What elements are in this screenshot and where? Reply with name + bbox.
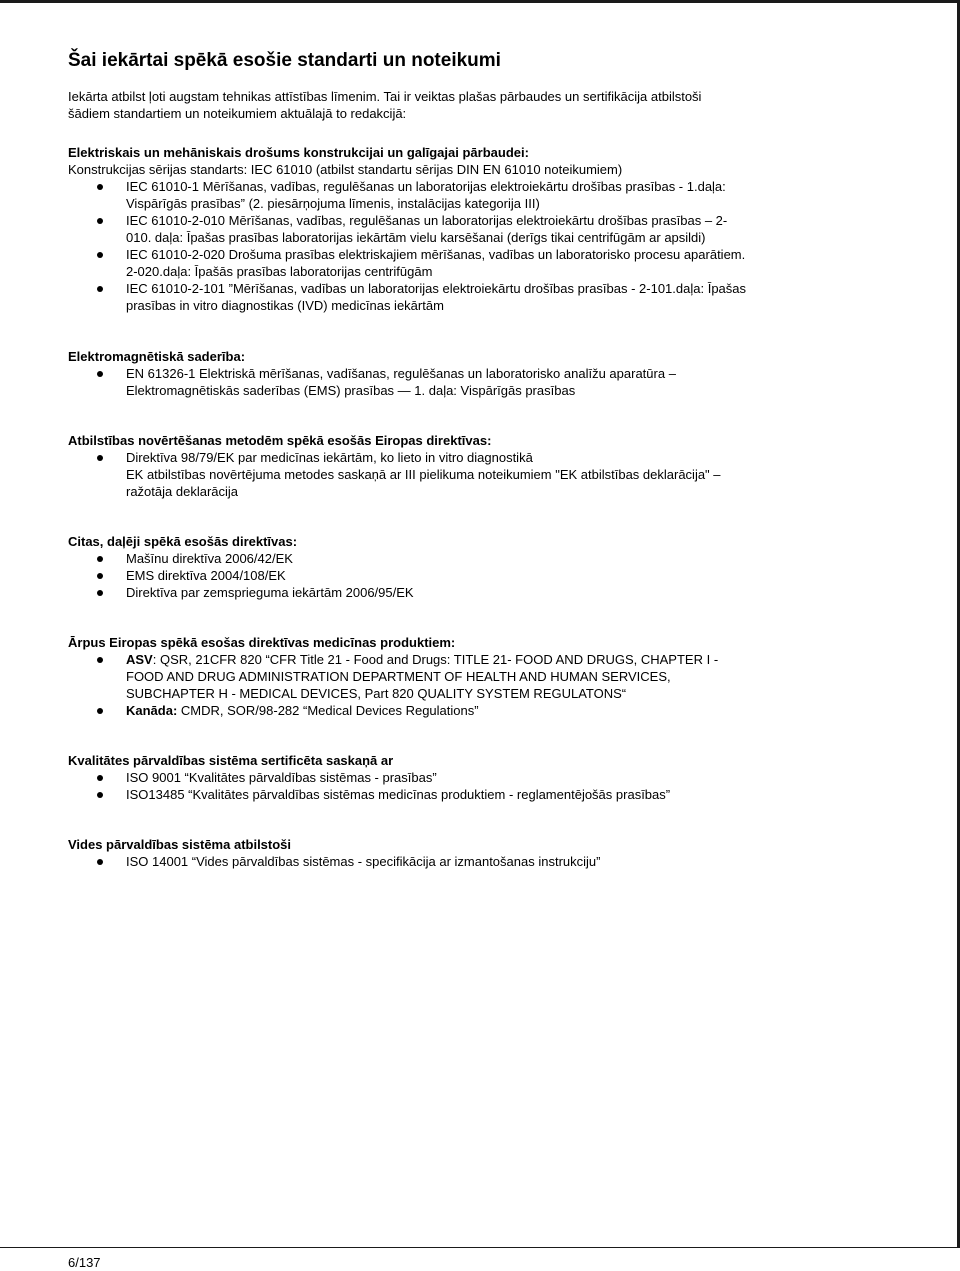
bullet-icon	[97, 218, 103, 224]
list-item	[68, 853, 838, 870]
conformity-note	[68, 466, 838, 500]
list-item	[68, 280, 838, 314]
list-line: 2-020.daļa: Īpašās prasības laboratorijas centrifūgām	[126, 264, 433, 279]
bullet-icon	[97, 708, 103, 714]
section-title: Elektriskais un mehāniskais drošums konstrukcijai un galīgajai pārbaudei:	[68, 145, 529, 160]
list-item	[68, 567, 838, 584]
list-item	[68, 769, 838, 786]
page-title: Šai iekārtai spēkā esošie standarti un noteikumi	[68, 50, 501, 71]
section-subtitle: Konstrukcijas sērijas standarts: IEC 61010 (atbilst standartu sērijas DIN EN 61010 noteikumiem)	[68, 162, 623, 177]
bullet-icon	[97, 657, 103, 663]
list-item	[68, 178, 838, 212]
section-conformity	[68, 432, 838, 500]
bullet-icon	[97, 455, 103, 461]
document-page	[68, 48, 838, 870]
section-title: Atbilstības novērtēšanas metodēm spēkā esošās Eiropas direktīvas:	[68, 433, 492, 448]
list-line: Mašīnu direktīva 2006/42/EK	[126, 551, 293, 566]
list-item	[68, 449, 838, 466]
safety-list	[68, 178, 838, 314]
list-line: CMDR, SOR/98-282 “Medical Devices Regulations”	[177, 703, 479, 718]
page-number: 6/137	[68, 1255, 101, 1270]
list-line: Direktīva 98/79/EK par medicīnas iekārtām, ko lieto in vitro diagnostikā	[126, 450, 533, 465]
bullet-icon	[97, 556, 103, 562]
list-line: : QSR, 21CFR 820 “CFR Title 21 - Food and Drugs: TITLE 21- FOOD AND DRUGS, CHAPTER I -	[152, 652, 719, 667]
bullet-icon	[97, 792, 103, 798]
intro-paragraph	[68, 88, 838, 122]
list-line: prasības in vitro diagnostikas (IVD) medicīnas iekārtām	[126, 298, 444, 313]
page-border-bottom	[0, 1247, 960, 1248]
list-line: Direktīva par zemsprieguma iekārtām 2006/95/EK	[126, 585, 414, 600]
list-item	[68, 246, 838, 280]
intro-line: šādiem standartiem un noteikumiem aktuālajā to redakcijā:	[68, 106, 407, 121]
bullet-icon	[97, 590, 103, 596]
page-border-top	[0, 0, 960, 3]
list-item	[68, 550, 838, 567]
list-line: ISO13485 “Kvalitātes pārvaldības sistēmas medicīnas produktiem - reglamentējošās prasības”	[126, 787, 671, 802]
list-line: EN 61326-1 Elektriskā mērīšanas, vadīšanas, regulēšanas un laboratorisko analīžu aparatūra –	[126, 366, 676, 381]
bullet-icon	[97, 184, 103, 190]
list-line: ISO 9001 “Kvalitātes pārvaldības sistēmas - prasības”	[126, 770, 437, 785]
country-label: ASV	[126, 652, 153, 667]
list-line: EMS direktīva 2004/108/EK	[126, 568, 286, 583]
list-line: FOOD AND DRUG ADMINISTRATION DEPARTMENT OF HEALTH AND HUMAN SERVICES,	[126, 669, 671, 684]
outside-list	[68, 651, 838, 719]
section-emc	[68, 348, 838, 399]
list-item	[68, 212, 838, 246]
list-line: ISO 14001 “Vides pārvaldības sistēmas - specifikācija ar izmantošanas instrukciju”	[126, 854, 601, 869]
intro-line: Iekārta atbilst ļoti augstam tehnikas attīstības līmenim. Tai ir veiktas plašas pārbaudes un sertifikācija atbilstoši	[68, 89, 702, 104]
section-outside-eu	[68, 634, 838, 719]
note-line: EK atbilstības novērtējuma metodes saskaņā ar III pielikuma noteikumiem "EK atbilstības deklarācija" –	[126, 467, 721, 482]
list-line: 010. daļa: Īpašas prasības laboratorijas iekārtām vielu karsēšanai (derīgs tikai centrifūgām ar apsildi)	[126, 230, 706, 245]
other-list	[68, 550, 838, 601]
note-line: ražotāja deklarācija	[126, 484, 239, 499]
list-line: Vispārīgās prasības” (2. piesārņojuma līmenis, instalācijas kategorija III)	[126, 196, 540, 211]
bullet-icon	[97, 371, 103, 377]
list-item	[68, 584, 838, 601]
list-line: IEC 61010-2-010 Mērīšanas, vadības, regulēšanas un laboratorijas elektroiekārtu drošības prasības – 2-	[126, 213, 728, 228]
bullet-icon	[97, 573, 103, 579]
section-title: Citas, daļēji spēkā esošās direktīvas:	[68, 534, 298, 549]
section-safety	[68, 144, 838, 314]
section-title: Ārpus Eiropas spēkā esošas direktīvas medicīnas produktiem:	[68, 635, 456, 650]
list-item	[68, 702, 838, 719]
section-title: Kvalitātes pārvaldības sistēma sertificēta saskaņā ar	[68, 753, 394, 768]
section-quality	[68, 752, 838, 803]
bullet-icon	[97, 859, 103, 865]
list-item	[68, 786, 838, 803]
list-line: Elektromagnētiskās saderības (EMS) prasības — 1. daļa: Vispārīgās prasības	[126, 383, 576, 398]
list-line: IEC 61010-2-020 Drošuma prasības elektriskajiem mērīšanas, vadības un laboratorisko procesu aparātiem.	[126, 247, 746, 262]
section-title: Elektromagnētiskā saderība:	[68, 349, 246, 364]
bullet-icon	[97, 286, 103, 292]
section-title: Vides pārvaldības sistēma atbilstoši	[68, 837, 292, 852]
bullet-icon	[97, 775, 103, 781]
list-line: IEC 61010-2-101 ”Mērīšanas, vadības un laboratorijas elektroiekārtu drošības prasības - 2-101.daļa: Īpašas	[126, 281, 747, 296]
section-other-directives	[68, 533, 838, 601]
quality-list	[68, 769, 838, 803]
country-label: Kanāda:	[126, 703, 178, 718]
env-list	[68, 853, 838, 870]
section-environment	[68, 836, 838, 870]
list-item	[68, 651, 838, 702]
emc-list	[68, 365, 838, 399]
conformity-list	[68, 449, 838, 466]
list-line: SUBCHAPTER H - MEDICAL DEVICES, Part 820 QUALITY SYSTEM REGULATONS“	[126, 686, 627, 701]
bullet-icon	[97, 252, 103, 258]
list-item	[68, 365, 838, 399]
list-line: IEC 61010-1 Mērīšanas, vadības, regulēšanas un laboratorijas elektroiekārtu drošības prasības - 1.daļa:	[126, 179, 726, 194]
